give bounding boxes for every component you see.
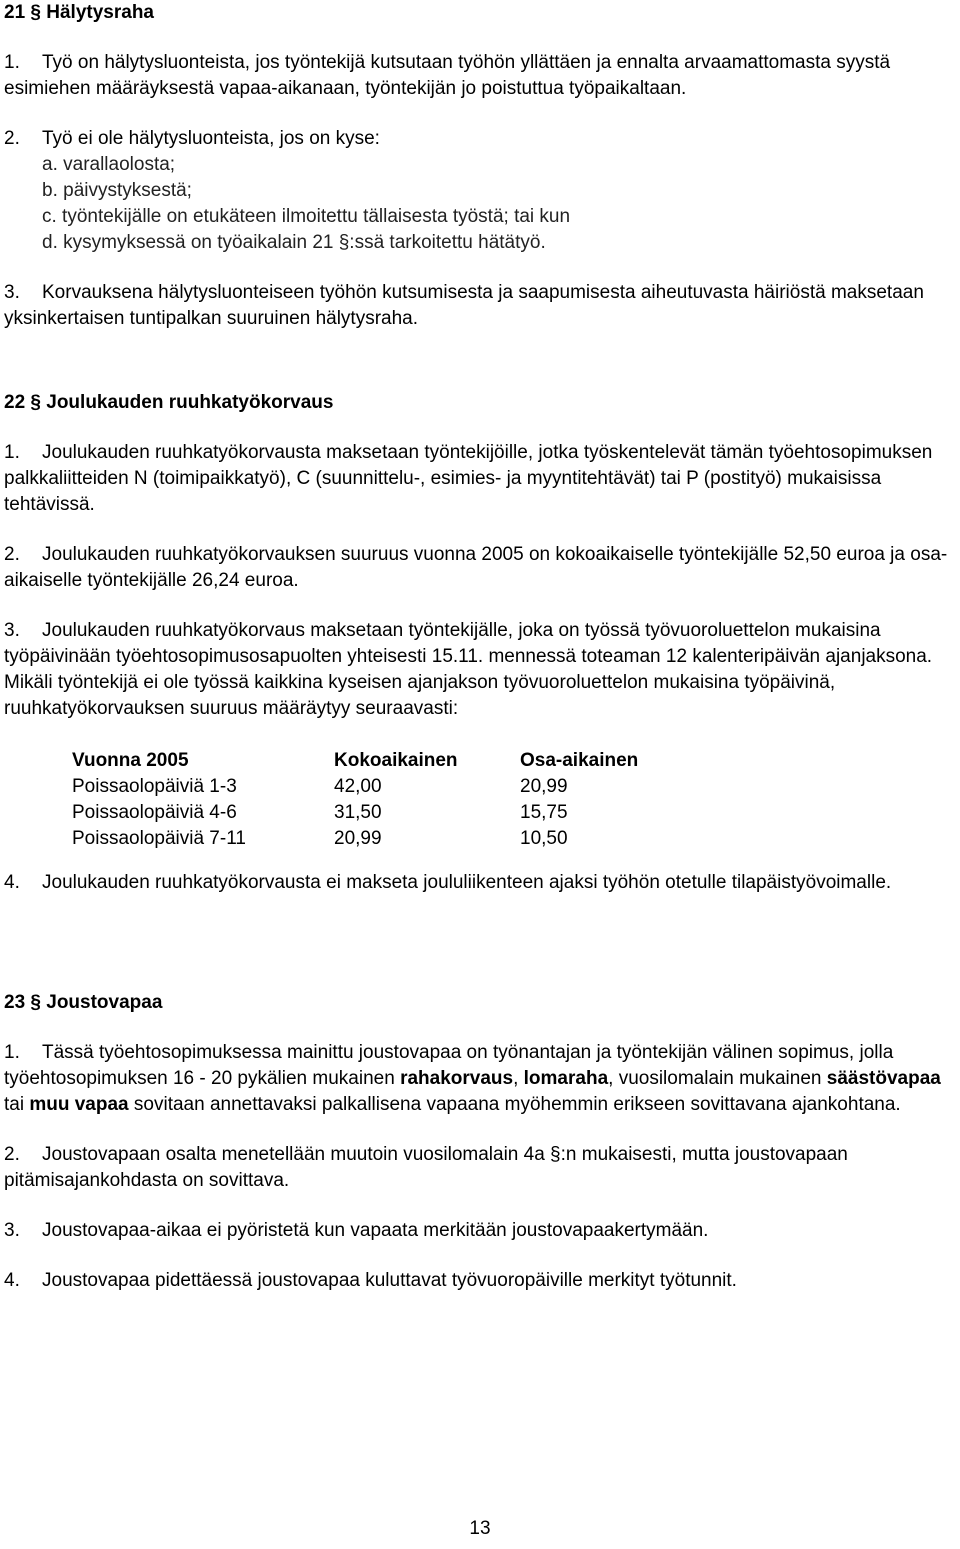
table-header-parttime: Osa-aikainen [520, 750, 639, 771]
s23-p2-text: Joustovapaan osalta menetellään muutoin vuosilomalain 4a §:n mukaisesti, mutta joustovapaan pitämisajankohdasta on sovittava. [4, 1144, 848, 1191]
section-23-title: 23 § Joustovapaa [4, 992, 163, 1013]
s22-p2-text: Joulukauden ruuhkatyökorvauksen suuruus vuonna 2005 on kokoaikaiselle työntekijälle 52,50 euroa ja osa-aikaiselle työntekijälle 26,24 euroa. [4, 544, 948, 591]
table-cell: 20,99 [334, 828, 382, 849]
s22-p1-number: 1. [4, 442, 20, 463]
s23-p4-text: Joustovapaa pidettäessä joustovapaa kuluttavat työvuoropäiville merkityt työtunnit. [42, 1270, 737, 1291]
s22-p4-number: 4. [4, 872, 20, 893]
s21-p1-text: Työ on hälytysluonteista, jos työntekijä kutsutaan työhön yllättäen ja ennalta arvaamattomasta syystä esimiehen määräyksestä vapaa-aikanaan, työntekijän jo poistuttua työpaikaltaan. [4, 52, 891, 99]
s23-paragraph-2 [4, 1142, 956, 1194]
s23-p1-bold-rahakorvaus: rahakorvaus [400, 1068, 514, 1089]
s21-list-item-b: b. päivystyksestä; [42, 180, 192, 201]
s22-p3-text: Joulukauden ruuhkatyökorvaus maksetaan työntekijälle, joka on työssä työvuoroluettelon mukaisina työpäivinään työehtosopimusosapuolten yhteisesti 15.11. mennessä toteaman 12 kalenteripäivän ajanjaksona. Mikäli työntekijä ei ole työssä kaikkina kyseisen ajanjakson työvuoroluettelon mukaisina työpäivinä, ruuhkatyökorvauksen suuruus määräytyy seuraavasti: [4, 620, 933, 719]
s23-p1-number: 1. [4, 1042, 20, 1063]
s22-paragraph-1 [4, 440, 956, 518]
table-cell: 31,50 [334, 802, 382, 823]
s21-p3-text: Korvauksena hälytysluonteiseen työhön kutsumisesta ja saapumisesta aiheutuvasta häiriöstä maksetaan yksinkertaisen tuntipalkan suuruinen hälytysraha. [4, 282, 924, 329]
s23-p1-text-e: sovitaan annettavaksi palkallisena vapaana myöhemmin erikseen sovittavana ajankohtana. [128, 1094, 901, 1115]
table-cell: 15,75 [520, 802, 568, 823]
s23-p1-text-d: tai [4, 1094, 30, 1115]
table-row [72, 826, 720, 852]
page-number: 13 [469, 1518, 491, 1539]
compensation-table [72, 748, 720, 852]
table-cell: Poissaolopäiviä 7-11 [72, 828, 246, 849]
s23-p2-number: 2. [4, 1144, 20, 1165]
s21-paragraph-3 [4, 280, 956, 332]
s22-paragraph-4 [4, 870, 956, 896]
section-22 [4, 390, 956, 896]
s22-p2-number: 2. [4, 544, 20, 565]
table-row [72, 774, 720, 800]
table-cell: 20,99 [520, 776, 568, 797]
s21-list-item-c: c. työntekijälle on etukäteen ilmoitettu tällaisesta työstä; tai kun [42, 206, 571, 227]
table-cell: Poissaolopäiviä 1-3 [72, 776, 237, 797]
section-23 [4, 990, 956, 1294]
s22-p1-text: Joulukauden ruuhkatyökorvausta maksetaan työntekijöille, jotka työskentelevät tämän työehtosopimuksen palkkaliitteiden N (toimipaikkatyö), C (suunnittelu-, esimies- ja myyntitehtävät) tai P (postityö) mukaisissa tehtävissä. [4, 442, 933, 515]
s21-p3-number: 3. [4, 282, 20, 303]
s21-p1-number: 1. [4, 52, 20, 73]
s21-paragraph-1 [4, 50, 956, 102]
s23-p3-number: 3. [4, 1220, 20, 1241]
s21-p2-number: 2. [4, 128, 20, 149]
s22-p3-number: 3. [4, 620, 20, 641]
s23-p1-bold-saastovapaa: säästövapaa [826, 1068, 941, 1089]
s21-list-item-a: a. varallaolosta; [42, 154, 176, 175]
s23-p1-bold-lomaraha: lomaraha [523, 1068, 609, 1089]
section-21-title: 21 § Hälytysraha [4, 2, 154, 23]
s23-p1-text-b: , [513, 1068, 524, 1089]
s23-paragraph-1 [4, 1040, 956, 1118]
s23-p3-text: Joustovapaa-aikaa ei pyöristetä kun vapaata merkitään joustovapaakertymään. [42, 1220, 709, 1241]
s23-p1-text-a: Tässä työehtosopimuksessa mainittu joustovapaa on työnantajan ja työntekijän välinen sopimus, jolla työehtosopimuksen 16 - 20 pykälien mukainen [4, 1042, 894, 1089]
table-cell: Poissaolopäiviä 4-6 [72, 802, 237, 823]
section-22-title: 22 § Joulukauden ruuhkatyökorvaus [4, 392, 334, 413]
table-cell: 42,00 [334, 776, 382, 797]
s23-p1-text-c: , vuosilomalain mukainen [608, 1068, 827, 1089]
table-header-row [72, 748, 720, 774]
s23-p4-number: 4. [4, 1270, 20, 1291]
s23-paragraph-3 [4, 1218, 956, 1244]
s22-p4-text: Joulukauden ruuhkatyökorvausta ei makseta joululiikenteen ajaksi työhön otetulle tilapäistyövoimalle. [42, 872, 892, 893]
s21-paragraph-2 [4, 126, 956, 152]
table-cell: 10,50 [520, 828, 568, 849]
s21-p2-text: Työ ei ole hälytysluonteista, jos on kyse: [42, 128, 380, 149]
s22-paragraph-3 [4, 618, 956, 722]
table-row [72, 800, 720, 826]
s21-list-item-d: d. kysymyksessä on työaikalain 21 §:ssä tarkoitettu hätätyö. [42, 232, 546, 253]
s22-paragraph-2 [4, 542, 956, 594]
s23-paragraph-4 [4, 1268, 956, 1294]
table-header-fulltime: Kokoaikainen [334, 750, 458, 771]
table-header-year: Vuonna 2005 [72, 750, 189, 771]
s23-p1-bold-muu-vapaa: muu vapaa [29, 1094, 129, 1115]
section-21 [4, 0, 956, 332]
